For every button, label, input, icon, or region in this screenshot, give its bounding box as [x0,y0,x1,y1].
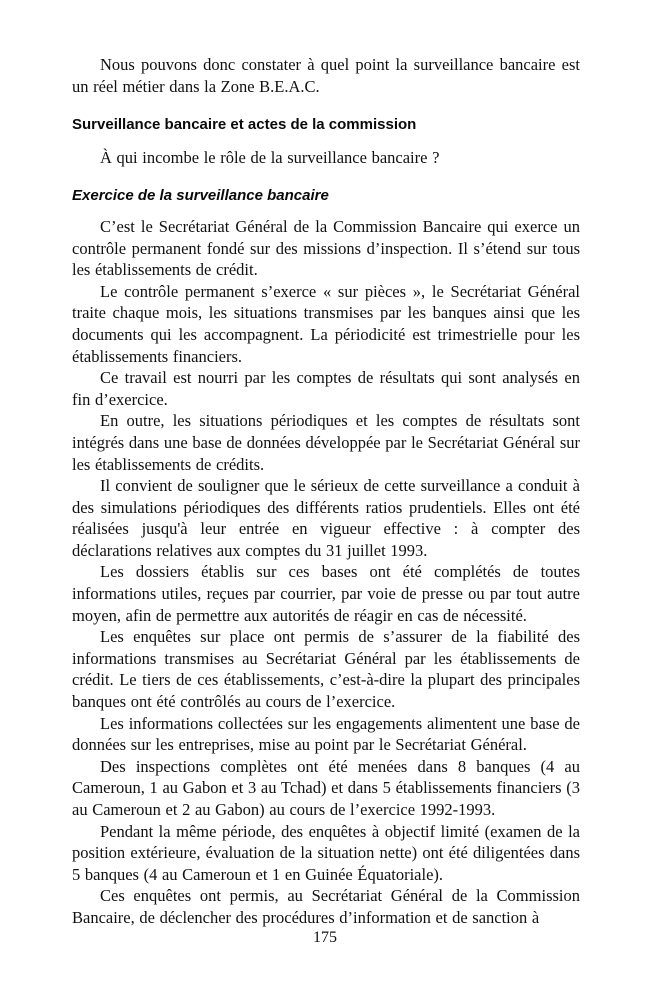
subsection-heading: Exercice de la surveillance bancaire [72,187,329,205]
paragraph-intro: Nous pouvons donc constater à quel point la surveillance bancaire est un réel métier dans la Zone B.E.A.C. [72,55,580,96]
paragraph-question: À qui incombe le rôle de la surveillance bancaire ? [100,147,440,167]
paragraph: Il convient de souligner que le sérieux de cette surveillance a conduit à des simulations périodiques des différents ratios prudentiels. Elles ont été réalisées jusqu'à leur entrée en vigueur effective : à compter des déclarations relatives aux comptes du 31 juillet 1993. [72,476,580,560]
paragraph: Les informations collectées sur les engagements alimentent une base de données sur les entreprises, mise au point par le Secrétariat Général. [72,713,580,755]
paragraph: Des inspections complètes ont été menées dans 8 banques (4 au Cameroun, 1 au Gabon et 3 au Tchad) et dans 5 établissements financiers (3 au Cameroun et 2 au Gabon) au cours de l’exercice 1992-1993. [72,756,580,819]
paragraph: Le contrôle permanent s’exerce « sur pièces », le Secrétariat Général traite chaque mois, les situations transmises par les banques ainsi que les documents qui les accompagnent. La périodicité est trimestrielle pour les établissements financiers. [72,281,580,366]
paragraph: En outre, les situations périodiques et les comptes de résultats sont intégrés dans une base de données développée par le Secrétariat Général sur les établissements de crédits. [72,411,580,474]
paragraph: Ces enquêtes ont permis, au Secrétariat Général de la Commission Bancaire, de déclencher des procédures d’information et de sanction à [72,886,580,927]
paragraph: Les enquêtes sur place ont permis de s’assurer de la fiabilité des informations transmises au Secrétariat Général par les établissements de crédit. Le tiers de ces établissements, c’est-à-dire la plupart des principales banques ont été contrôlés au cours de l’exercice. [72,627,580,712]
paragraph: Ce travail est nourri par les comptes de résultats qui sont analysés en fin d’exercice. [72,368,580,409]
page-number: 175 [313,929,337,947]
section-heading: Surveillance bancaire et actes de la commission [72,116,417,134]
paragraph: Les dossiers établis sur ces bases ont été complétés de toutes informations utiles, reçues par courrier, par voie de presse ou par tout autre moyen, afin de permettre aux autorités de réagir en cas de nécessité. [72,562,580,625]
paragraph: Pendant la même période, des enquêtes à objectif limité (examen de la position extérieure, évaluation de la situation nette) ont été diligentées dans 5 banques (4 au Cameroun et 1 en Guinée Équatoriale). [72,821,580,884]
paragraph: C’est le Secrétariat Général de la Commission Bancaire qui exerce un contrôle permanent fondé sur des missions d’inspection. Il s’étend sur tous les établissements de crédit. [72,216,580,280]
